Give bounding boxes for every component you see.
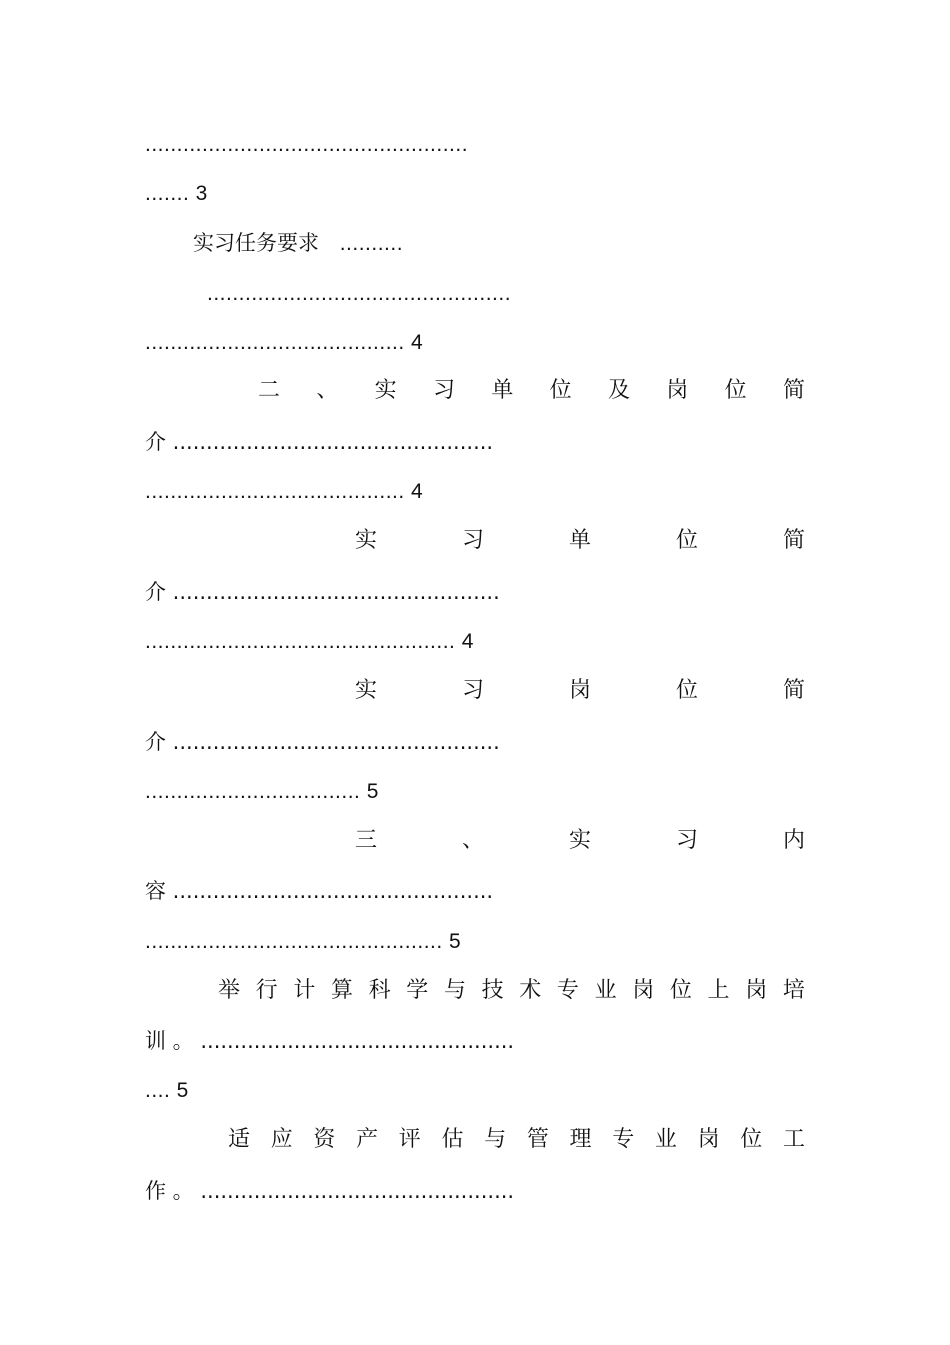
toc-char: 培 [782, 978, 805, 1003]
toc-page-number-line: .... 5 [145, 1079, 189, 1102]
toc-char: 实 [355, 528, 378, 553]
toc-leader-line: 作 。 ............................................... [145, 1179, 515, 1203]
toc-leader-line: ................................................... [145, 133, 469, 156]
toc-char: 单 [568, 528, 591, 553]
toc-char: 管 [526, 1127, 549, 1152]
toc-char: 业 [654, 1127, 677, 1152]
toc-char: 科 [368, 978, 391, 1003]
toc-heading-post-intro [145, 677, 805, 705]
toc-char: 专 [556, 978, 579, 1003]
toc-heading-section-two [145, 377, 805, 405]
toc-char: 业 [594, 978, 617, 1003]
toc-char: 、 [461, 828, 484, 853]
toc-char: 岗 [666, 378, 689, 403]
toc-leader: .......... [339, 232, 404, 255]
toc-char: 学 [406, 978, 429, 1003]
toc-char: 岗 [697, 1127, 720, 1152]
toc-char: 与 [443, 978, 466, 1003]
toc-leader-line: 介 ................................................. [145, 730, 500, 754]
toc-page-number-line: .................................. 5 [145, 780, 379, 803]
toc-page-number-line: ................................................. 4 [145, 630, 474, 653]
toc-char: 岗 [568, 678, 591, 703]
toc-char: 、 [316, 378, 339, 403]
toc-char: 计 [293, 978, 316, 1003]
toc-char: 算 [330, 978, 353, 1003]
toc-char: 应 [270, 1127, 293, 1152]
toc-leader-line: 容 ................................................ [145, 879, 494, 903]
toc-char: 位 [549, 378, 572, 403]
toc-char: 技 [481, 978, 504, 1003]
toc-char: 资 [313, 1127, 336, 1152]
toc-char: 单 [491, 378, 514, 403]
toc-leader-line: 介 ................................................. [145, 580, 500, 604]
toc-leader-line: 介 ................................................ [145, 430, 494, 454]
toc-char: 产 [356, 1127, 379, 1152]
toc-char: 位 [675, 528, 698, 553]
toc-char: 上 [707, 978, 730, 1003]
toc-char: 实 [355, 678, 378, 703]
toc-char: 简 [782, 678, 805, 703]
toc-page-number-line: ............................................... 5 [145, 930, 462, 953]
toc-char: 与 [484, 1127, 507, 1152]
toc-char: 工 [782, 1127, 805, 1152]
toc-char: 专 [612, 1127, 635, 1152]
toc-entry-internship-requirements [193, 229, 403, 258]
toc-heading-section-three [145, 827, 805, 855]
toc-char: 位 [675, 678, 698, 703]
toc-char: 习 [461, 678, 484, 703]
toc-char: 理 [569, 1127, 592, 1152]
toc-char: 岗 [745, 978, 768, 1003]
toc-char: 位 [669, 978, 692, 1003]
toc-char: 位 [724, 378, 747, 403]
toc-char: 习 [432, 378, 455, 403]
toc-char: 位 [740, 1127, 763, 1152]
toc-char: 评 [398, 1127, 421, 1152]
toc-char: 习 [461, 528, 484, 553]
toc-char: 估 [441, 1127, 464, 1152]
toc-char: 适 [228, 1127, 251, 1152]
toc-page-number-line: ......................................... 4 [145, 331, 424, 354]
toc-page-number-line: ....... 3 [145, 182, 208, 205]
toc-heading-unit-intro [145, 527, 805, 555]
toc-char: 岗 [632, 978, 655, 1003]
toc-char: 及 [607, 378, 630, 403]
toc-char: 二 [258, 378, 281, 403]
toc-char: 行 [255, 978, 278, 1003]
toc-char: 三 [355, 828, 378, 853]
toc-char: 习 [675, 828, 698, 853]
toc-char: 术 [519, 978, 542, 1003]
toc-char: 实 [374, 378, 397, 403]
toc-char: 简 [782, 528, 805, 553]
toc-char: 内 [782, 828, 805, 853]
toc-leader-line: 训 。 ............................................... [145, 1029, 515, 1053]
toc-char: 简 [782, 378, 805, 403]
toc-char: 实 [568, 828, 591, 853]
toc-leader-line: ................................................ [207, 282, 512, 305]
toc-char: 举 [218, 978, 241, 1003]
toc-entry-title: 实习任务要求 [193, 231, 319, 255]
toc-heading-adapt-work [145, 1126, 805, 1154]
toc-page-number-line: ......................................... 4 [145, 480, 424, 503]
toc-heading-training [145, 977, 805, 1005]
